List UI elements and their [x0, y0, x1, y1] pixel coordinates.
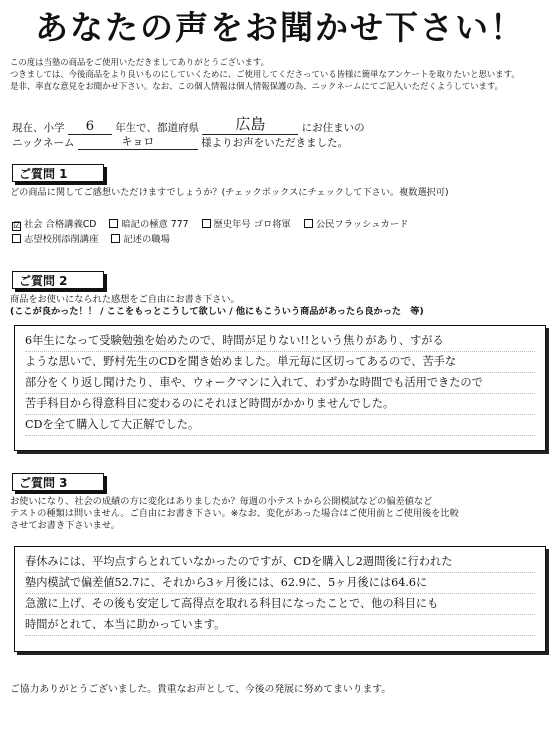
checkbox[interactable] — [202, 219, 211, 228]
profile-row-1 — [12, 113, 365, 135]
nickname-suffix: 様よりお声をいただきました。 — [201, 137, 349, 149]
option-label: 記述の職場 — [123, 234, 170, 245]
answer-line: 苦手科目から得意科目に変わるのにそれほど時間がかかりませんでした。 — [25, 394, 535, 415]
question-1-prompt: どの商品に関してご感想いただけますでしょうか？(チェックボックスにチェックして下さい。複数選択可) — [10, 187, 449, 198]
checkbox[interactable]: ☑ — [13, 221, 22, 231]
answer-line: 6年生になって受験勉強を始めたので、時間が足りない!!という焦りがあり、すがる — [25, 331, 535, 352]
prefecture-suffix: にお住まいの — [301, 122, 365, 134]
checkbox[interactable] — [304, 219, 313, 228]
footer-thanks: ご協力ありがとうございました。貴重なお声として、今後の発展に努めてまいります。 — [10, 684, 392, 695]
option-writing-workplace[interactable] — [111, 232, 170, 247]
checkbox[interactable] — [12, 234, 21, 243]
checkbox[interactable] — [109, 219, 118, 228]
answer-line: 塾内模試で偏差値52.7に、それから3ヶ月後には、62.9に、5ヶ月後には64.6に — [25, 573, 535, 594]
answer-line: 時間がとれて、本当に助かっています。 — [25, 615, 535, 636]
question-3-answer[interactable] — [14, 546, 546, 652]
question-3-prompt-line: テストの種類は問いません。ご自由にお書き下さい。※なお、変化があった場合はご使用前とご使用後を比較 — [10, 508, 459, 519]
question-2-answer[interactable] — [14, 325, 546, 451]
question-2-text — [10, 294, 555, 318]
answer-line: 春休みには、平均点すらとれていなかったのですが、CDを購入し2週間後に行われた — [25, 552, 535, 573]
option-label: 暗記の極意 777 — [121, 219, 189, 230]
option-civics-flashcard[interactable] — [304, 217, 409, 232]
grade-field[interactable]: 6 — [68, 119, 112, 135]
question-1-options — [12, 217, 552, 247]
option-correction-course[interactable] — [12, 232, 98, 247]
option-social-cd[interactable] — [12, 217, 96, 232]
option-label: 志望校別添削講座 — [24, 234, 99, 245]
option-label: 社会 合格講義CD — [24, 219, 97, 230]
option-history-goro[interactable] — [202, 217, 291, 232]
option-memorize-777[interactable] — [109, 217, 188, 232]
question-1-heading: ご質問 1 — [12, 164, 104, 182]
question-2-prompt: 商品をお使いになられた感想をご自由にお書き下さい。 — [10, 294, 240, 305]
option-label: 公民フラッシュカード — [315, 219, 409, 230]
answer-line: 急激に上げ、その後も安定して高得点を取れる科目になったことで、他の科目にも — [25, 594, 535, 615]
question-3-prompt-line: お使いになり、社会の成績の方に変化はありましたか？毎週の小テストから公開模試などの偏差値など — [10, 496, 433, 507]
prefecture-field[interactable]: 広島 — [202, 113, 298, 135]
nickname-label: ニックネーム — [12, 137, 75, 149]
question-2-examples: (ここが良かった！！ / ここをもっとこうして欲しい / 他にもこういう商品があったら良かった 等) — [10, 306, 424, 317]
answer-line: CDを全て購入して大正解でした。 — [25, 415, 535, 436]
answer-line: ような思いで、野村先生のCDを聞き始めました。単元毎に区切ってあるので、苦手な — [25, 352, 535, 373]
question-1-text — [10, 187, 555, 199]
grade-suffix: 年生で、都道府県 — [115, 122, 199, 134]
question-3-prompt-line: させてお書き下さいませ。 — [10, 520, 120, 531]
profile-row-2 — [12, 133, 348, 150]
question-2-heading: ご質問 2 — [12, 271, 104, 289]
nickname-field[interactable]: キョロ — [78, 133, 198, 150]
page-title: あなたの声をお聞かせ下さい！ — [35, 8, 525, 47]
answer-line: 部分をくり返し聞けたり、車や、ウォークマンに入れて、わずかな時間でも活用できたので — [25, 373, 535, 394]
intro-text — [10, 56, 550, 92]
intro-line: この度は当塾の商品をご使用いただきましてありがとうございます。 — [10, 57, 269, 67]
intro-line: 是非、率直な意見をお聞かせ下さい。なお、この個人情報は個人情報保護の為、ニックネームにてご記入いただくようしています。 — [10, 81, 504, 91]
question-3-heading: ご質問 3 — [12, 473, 104, 491]
option-label: 歴史年号 ゴロ将軍 — [213, 219, 291, 230]
question-3-text — [10, 496, 555, 532]
checkbox[interactable] — [111, 234, 120, 243]
current-prefix: 現在、小学 — [12, 122, 65, 134]
intro-line: つきましては、今後商品をより良いものにしていくために、ご使用してくださっている皆様に簡単なアンケートを取りたいと思います。 — [10, 69, 520, 79]
